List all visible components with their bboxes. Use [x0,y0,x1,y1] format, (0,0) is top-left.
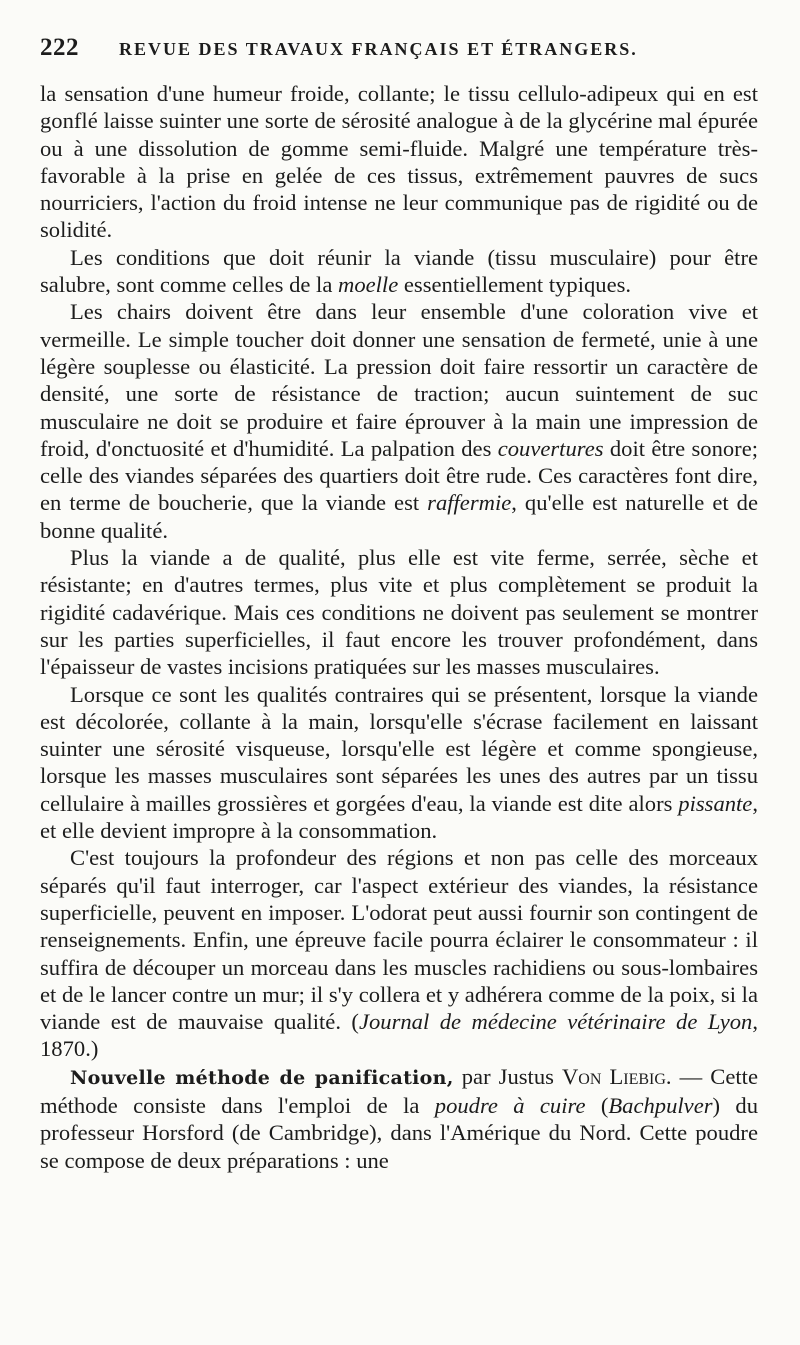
paragraph-text: C'est toujours la profondeur des régions et non pas celle des morceaux séparés qu'il faut interroger, car l'aspect extérieur des viandes, la résistance superficielle, peuvent en imposer. L'odorat peut aussi fournir son contingent de renseignements. Enfin, une épreuve facile pourra éclairer le consommateur : il suffira de découper un morceau dans les muscles rachidiens ou sous-lombaires et de le lancer contre un mur; il s'y collera et y adhérera comme de la poix, si la viande est de mauvaise qualité. ( [40,845,758,1035]
paragraph-contrary-qualities [40,681,758,845]
paragraph-depth-test [40,844,758,1062]
paragraph-text: Les conditions que doit réunir la viande (tissu musculaire) pour être salubre, sont comme celles de la [40,244,758,298]
paragraph-text: Lorsque ce sont les qualités contraires qui se présentent, lorsque la viande est décolorée, collante à la main, lorsqu'elle s'écrase facilement en laissant suinter une sérosité visqueuse, lorsqu'elle est légère et comme spongieuse, lorsque les masses musculaires sont séparées les unes des autres par un tissu cellulaire à mailles grossières et gorgées d'eau, la viande est dite alors [40,681,758,816]
italic-term: pissante [678,790,753,816]
paragraph-text: Les chairs doivent être dans leur ensemble d'une coloration vive et vermeille. Le simple toucher doit donner une sensation de fermeté, unie à une légère souplesse ou élasticité. La pression doit faire ressortir un caractère de densité, une sorte de résistance de traction; aucun suintement de suc musculaire ne doit se produire et faire éprouver à la main une impression de froid, d'onctuosité et d'humidité. La palpation des [40,299,758,461]
paragraph-text: — Cette méthode consiste dans l'emploi de la [40,1063,758,1118]
paragraph-flesh-quality [40,298,758,544]
page-body [40,80,758,1174]
paragraph-text: , qu'elle est naturelle et de bonne qualité. [40,490,758,543]
section-heading: Nouvelle méthode de panification, [70,1066,454,1089]
paragraph-text: ) du professeur Horsford (de Cambridge), dans l'Amérique du Nord. Cette poudre se compose de deux préparations : une [40,1092,758,1173]
paragraph-continuation [40,80,758,244]
paragraph-meat-conditions [40,244,758,299]
italic-term: moelle [338,272,399,298]
author-name: Von Liebig [561,1063,666,1089]
paragraph-text: Plus la viande a de qualité, plus elle est vite ferme, serrée, sèche et résistante; en d'autres termes, plus vite et plus complètement se produit la rigidité cadavérique. Mais ces conditions ne doivent pas seulement se montrer sur les parties superficielles, il faut encore les trouver profondément, dans l'épaisseur de vastes incisions pratiquées sur les masses musculaires. [40,545,758,680]
paragraph-rigidity [40,544,758,680]
paragraph-panification [40,1063,758,1174]
paragraph-text: , 1870.) [40,1009,758,1062]
italic-term: poudre à cuire [434,1092,586,1118]
italic-term: couvertures [497,435,604,461]
paragraph-text: doit être sonore; celle des viandes séparées des quartiers doit être rude. Ces caractères font dire, en terme de boucherie, que la viande est [40,435,759,516]
italic-term: Bachpulver [608,1092,713,1118]
paragraph-text: . [665,1063,672,1089]
page-header [40,34,758,80]
page-number: 222 [40,34,79,61]
paragraph-text: essentiellement typiques. [398,272,632,298]
paragraph-text: par Justus [453,1063,562,1089]
paragraph-text: la sensation d'une humeur froide, collante; le tissu cellulo-adipeux qui en est gonflé laisse suinter une sorte de sérosité analogue à de la glycérine mal épurée ou à une dissolution de gomme semi-fluide. Malgré une température très-favorable à la prise en gelée de ces tissus, extrêmement pauvres de sucs nourriciers, l'action du froid intense ne leur communique pas de rigidité ou de solidité. [40,81,758,243]
italic-term: raffermie [427,490,512,516]
paragraph-text: ( [585,1092,609,1118]
journal-citation: Journal de médecine vétérinaire de Lyon [358,1009,753,1035]
paragraph-text: , et elle devient impropre à la consommation. [40,790,758,844]
running-title: REVUE DES TRAVAUX FRANÇAIS ET ÉTRANGERS. [119,39,638,59]
